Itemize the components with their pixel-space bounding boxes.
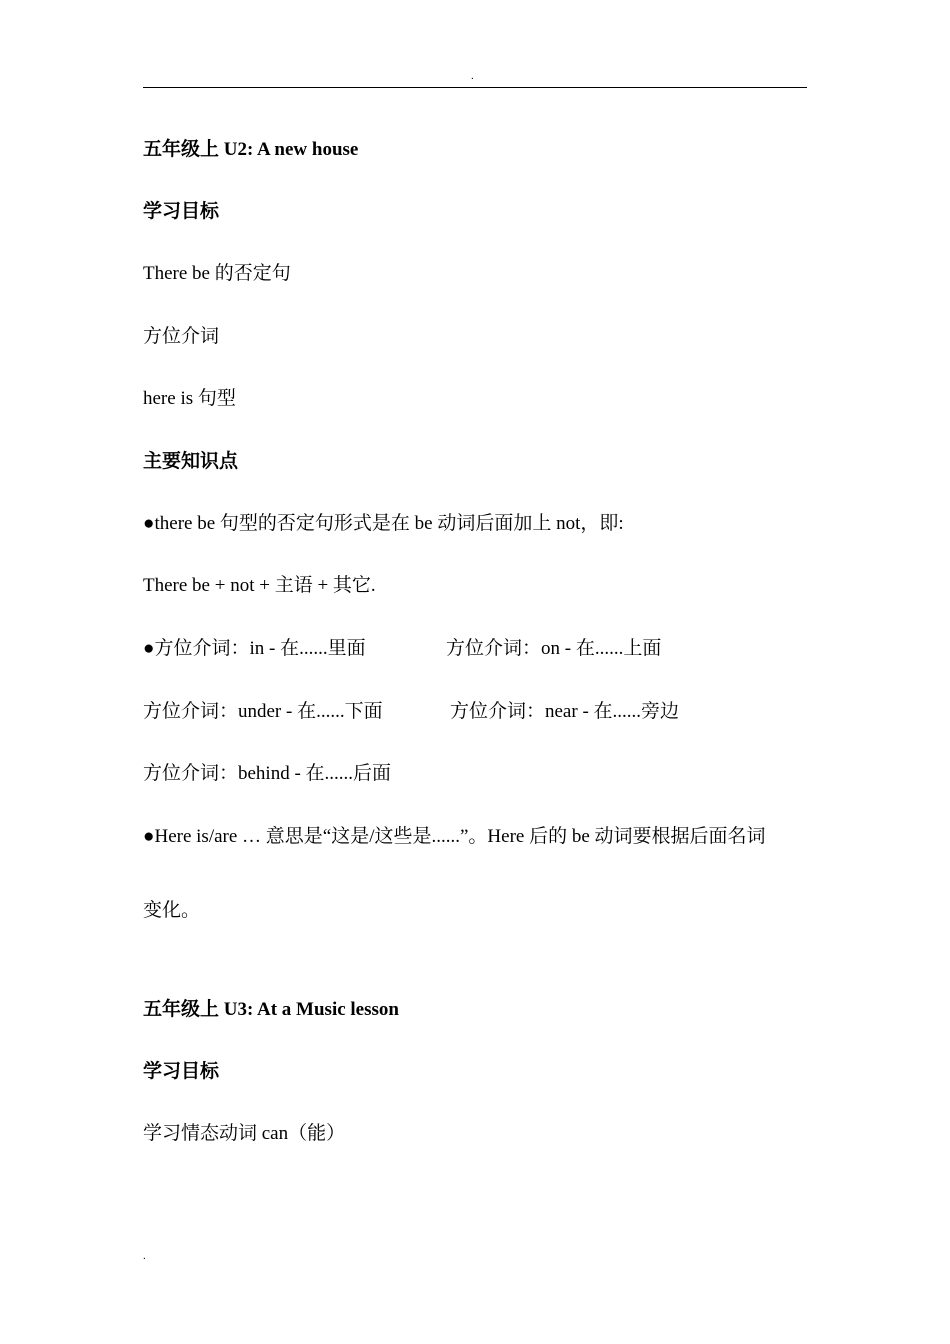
unit2-formula: There be + not + 主语 + 其它. xyxy=(143,575,376,596)
here-is-line-2: 变化。 xyxy=(143,900,201,921)
unit3-goal-1: 学习情态动词 can（能） xyxy=(143,1123,346,1144)
unit2-goal-3: here is 句型 xyxy=(143,388,236,409)
header-mark: . xyxy=(471,70,474,82)
unit2-goals-heading: 学习目标 xyxy=(143,201,220,222)
header-rule xyxy=(143,87,807,88)
prep-under: 方位介词：under - 在......下面 xyxy=(143,701,383,722)
here-is-line-1: ●Here is/are … 意思是“这是/这些是......”。Here 后的 be 动词要根据后面名词 xyxy=(143,826,766,847)
unit2-title: 五年级上 U2: A new house xyxy=(143,139,359,160)
unit2-point-negative: ●there be 句型的否定句形式是在 be 动词后面加上 not，即: xyxy=(143,513,624,534)
unit2-goal-2: 方位介词 xyxy=(143,326,220,347)
unit3-goals-heading: 学习目标 xyxy=(143,1061,220,1082)
prep-behind: 方位介词：behind - 在......后面 xyxy=(143,763,392,784)
prep-on: 方位介词：on - 在......上面 xyxy=(446,638,662,659)
unit2-points-heading: 主要知识点 xyxy=(143,451,239,472)
prep-near: 方位介词：near - 在......旁边 xyxy=(450,701,680,722)
unit2-goal-1: There be 的否定句 xyxy=(143,263,291,284)
footer-mark: . xyxy=(143,1250,146,1262)
prep-in: ●方位介词：in - 在......里面 xyxy=(143,638,366,659)
unit3-title: 五年级上 U3: At a Music lesson xyxy=(143,999,399,1020)
